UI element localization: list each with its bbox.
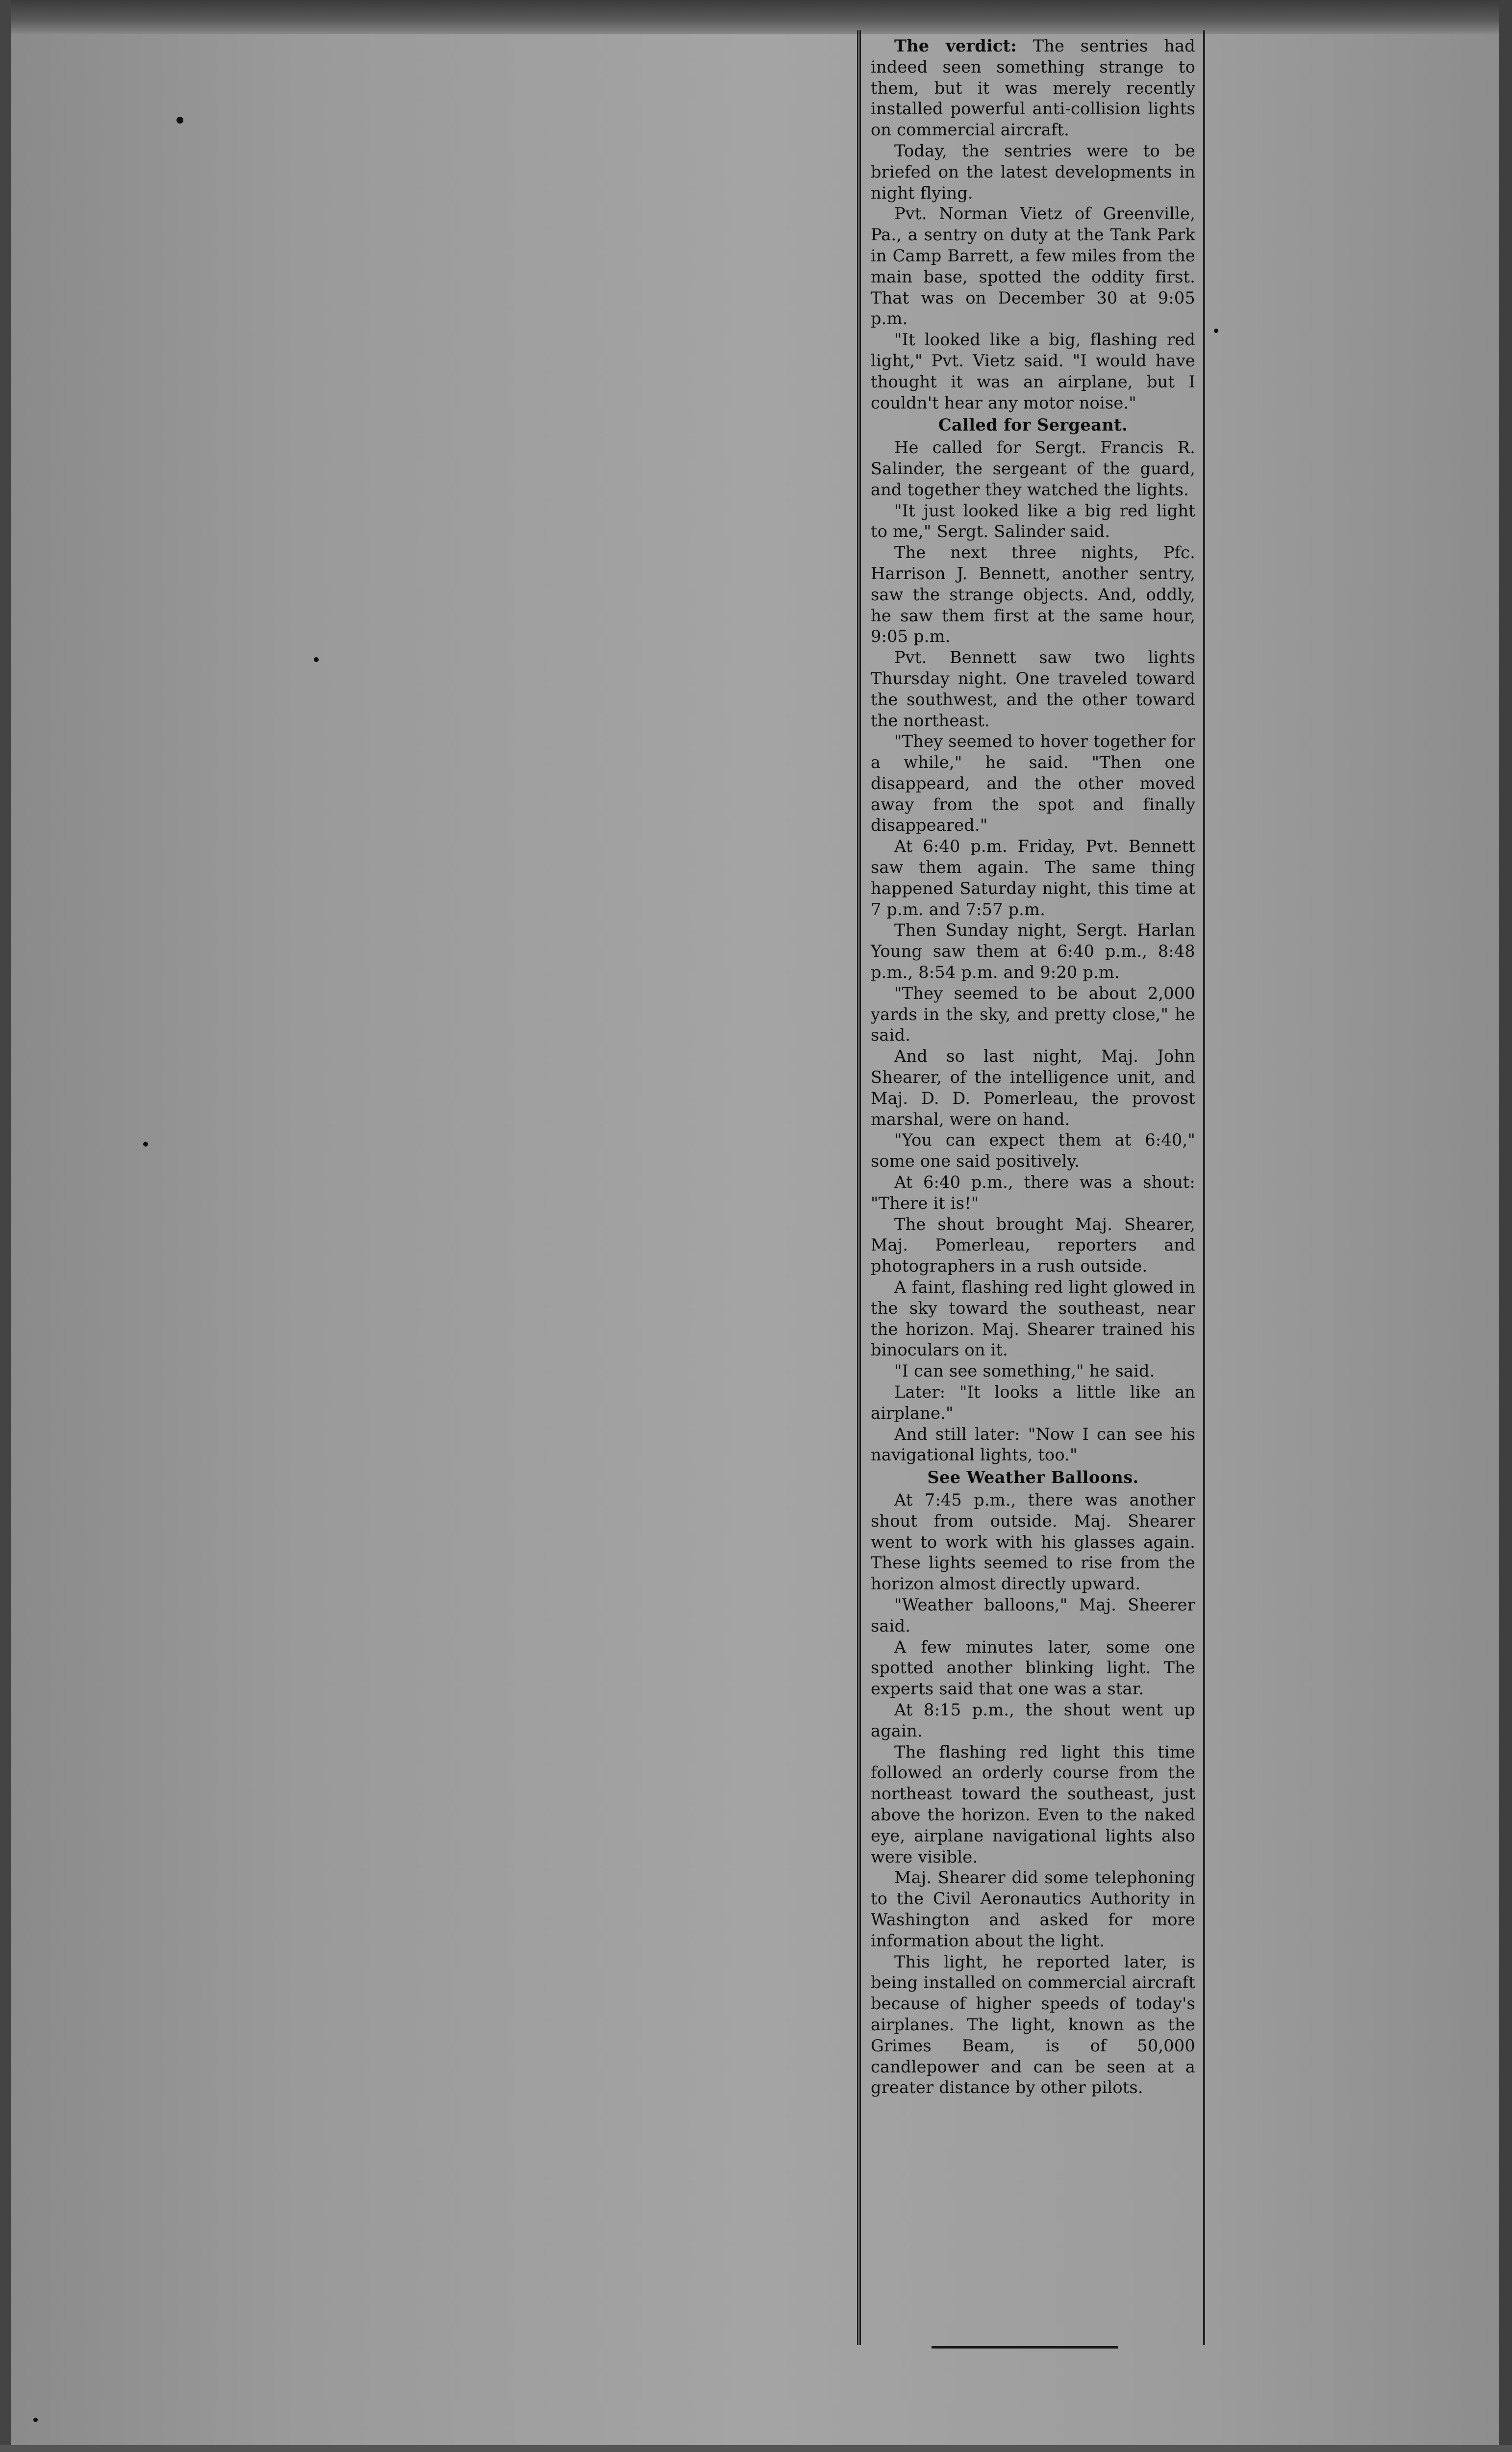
article-paragraph: Today, the sentries were to be briefed on the latest developments in night flying. xyxy=(871,141,1195,203)
article-column xyxy=(857,30,1203,2345)
article-paragraph: A faint, flashing red light glowed in the sky toward the southeast, near the horizon. Maj. Shearer trained his binoculars on it. xyxy=(871,1277,1195,1360)
scan-right-edge xyxy=(1499,0,1512,2452)
article-paragraph: Pvt. Bennett saw two lights Thursday night. One traveled toward the southwest, and the other toward the northeast. xyxy=(871,648,1195,730)
article-paragraph: At 6:40 p.m. Friday, Pvt. Bennett saw them again. The same thing happened Saturday night, this time at 7 p.m. and 7:57 p.m. xyxy=(871,837,1195,919)
article-paragraph: "It just looked like a big red light to me," Sergt. Salinder said. xyxy=(871,501,1195,541)
article-paragraph: At 8:15 p.m., the shout went up again. xyxy=(871,1700,1195,1740)
scan-speck xyxy=(176,117,183,124)
article-paragraph: Maj. Shearer did some telephoning to the Civil Aeronautics Authority in Washington and asked for more information about the light. xyxy=(871,1868,1195,1950)
article-paragraph: The next three nights, Pfc. Harrison J. Bennett, another sentry, saw the strange objects. And, oddly, he saw them first at the same hour, 9:05 p.m. xyxy=(871,543,1195,646)
subhead-see-weather-balloons: See Weather Balloons. xyxy=(927,1467,1139,1487)
lead-in: The verdict: xyxy=(894,36,1017,55)
article-paragraph: A few minutes later, some one spotted another blinking light. The experts said that one was a star. xyxy=(871,1637,1195,1699)
article-paragraph: "I can see something," he said. xyxy=(894,1361,1155,1381)
scan-speck xyxy=(33,2418,38,2422)
scan-top-edge xyxy=(0,0,1512,34)
article-paragraph: And still later: "Now I can see his navigational lights, too." xyxy=(871,1424,1195,1465)
article-paragraph: Pvt. Norman Vietz of Greenville, Pa., a sentry on duty at the Tank Park in Camp Barrett, a few miles from the main base, spotted the oddity first. That was on December 30 at 9:05 p.m. xyxy=(871,204,1195,329)
article-paragraph: The flashing red light this time followed an orderly course from the northeast toward the southeast, just above the horizon. Even to the naked eye, airplane navigational lights also were visible. xyxy=(871,1742,1195,1866)
scan-speck xyxy=(314,657,319,662)
article-body-part-2 xyxy=(871,437,1195,1466)
article-paragraph: He called for Sergt. Francis R. Salinder, the sergeant of the guard, and together they watched the lights. xyxy=(871,438,1195,499)
article-paragraph: "You can expect them at 6:40," some one said positively. xyxy=(871,1130,1195,1171)
scan-bottom-edge xyxy=(0,2445,1512,2452)
scan-speck xyxy=(143,1142,148,1147)
article-paragraph: This light, he reported later, is being installed on commercial aircraft because of higher speeds of today's airplanes. The light, known as the Grimes Beam, is of 50,000 candlepower and can be seen at a greater distance by other pilots. xyxy=(871,1952,1195,2097)
article-paragraph: At 6:40 p.m., there was a shout: "There it is!" xyxy=(871,1173,1195,1213)
article-paragraph: The verdict: The sentries had indeed seen something strange to them, but it was merely recently installed powerful anti-collision lights on commercial aircraft. xyxy=(871,36,1195,140)
article-paragraph: At 7:45 p.m., there was another shout from outside. Maj. Shearer went to work with his glasses again. These lights seemed to rise from the horizon almost directly upward. xyxy=(871,1490,1195,1594)
article-paragraph: Later: "It looks a little like an airplane." xyxy=(871,1382,1195,1423)
article-paragraph: The shout brought Maj. Shearer, Maj. Pomerleau, reporters and photographers in a rush outside. xyxy=(871,1214,1195,1276)
article-paragraph: "They seemed to hover together for a while," he said. "Then one disappeard, and the other moved away from the spot and finally disappeared." xyxy=(871,732,1195,835)
article-body-part-3 xyxy=(871,1490,1195,2098)
article-paragraph: "It looked like a big, flashing red light," Pvt. Vietz said. "I would have thought it was an airplane, but I couldn't hear any motor noise." xyxy=(871,330,1195,412)
article-paragraph: "They seemed to be about 2,000 yards in the sky, and pretty close," he said. xyxy=(871,983,1195,1045)
article-paragraph: Then Sunday night, Sergt. Harlan Young saw them at 6:40 p.m., 8:48 p.m., 8:54 p.m. and 9:20 p.m. xyxy=(871,920,1195,982)
article-end-rule xyxy=(932,2346,1118,2349)
column-rule-right xyxy=(1203,30,1205,2345)
subhead-called-for-sergeant: Called for Sergeant. xyxy=(938,415,1128,435)
article-paragraph: "Weather balloons," Maj. Sheerer said. xyxy=(871,1595,1195,1635)
article-body-part-1 xyxy=(871,35,1195,413)
scan-speck xyxy=(1214,329,1218,333)
article-paragraph: And so last night, Maj. John Shearer, of the intelligence unit, and Maj. D. D. Pomerleau, the provost marshal, were on hand. xyxy=(871,1047,1195,1129)
scan-left-edge xyxy=(0,0,11,2452)
